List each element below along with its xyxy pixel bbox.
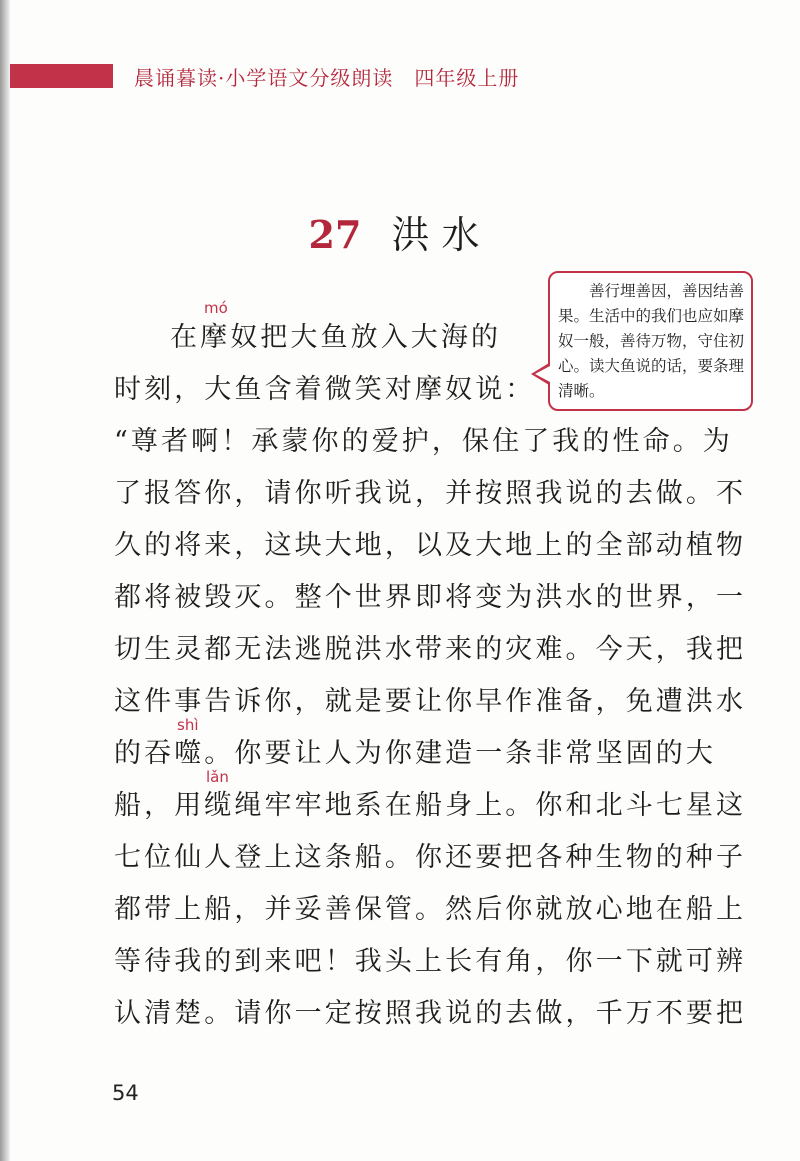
running-header: 晨诵暮读·小学语文分级朗读 四年级上册 (134, 66, 520, 90)
page-number: 54 (112, 1081, 139, 1105)
lesson-number: 27 (308, 212, 362, 257)
lesson-title (0, 204, 800, 259)
body-line: 时刻，大鱼含着微笑对摩奴说： (114, 374, 536, 405)
body-line: 都带上船，并妥善保管。然后你就放心地在船上 (114, 894, 747, 925)
body-line: 都将被毁灭。整个世界即将变为洪水的世界，一 (114, 582, 747, 613)
reading-tip-text: 善行埋善因，善因结善果。生活中的我们也应如摩奴一般，善待万物，守住初心。读大鱼说的话，要条理清晰。 (558, 282, 745, 400)
body-line: 七位仙人登上这条船。你还要把各种生物的种子 (114, 842, 747, 873)
body-line: 切生灵都无法逃脱洪水带来的灾难。今天，我把 (114, 634, 747, 665)
body-line: 等待我的到来吧！我头上长有角，你一下就可辨 (114, 946, 747, 977)
pinyin-annotation: shì (177, 716, 199, 734)
body-line: 船，用缆绳牢牢地系在船身上。你和北斗七星这 (114, 790, 747, 821)
body-line: 认清楚。请你一定按照我说的去做，千万不要把 (114, 998, 747, 1029)
body-line: 久的将来，这块大地，以及大地上的全部动植物 (114, 530, 747, 561)
body-line: 了报答你，请你听我说，并按照我说的去做。不 (114, 478, 747, 509)
book-spine-shadow (0, 0, 10, 1161)
body-line: 的吞噬。你要让人为你建造一条非常坚固的大 (114, 738, 716, 769)
body-line: 这件事告诉你，就是要让你早作准备，免遭洪水 (114, 686, 747, 717)
lesson-name: 洪水 (391, 213, 492, 257)
pinyin-annotation: mó (204, 299, 228, 317)
header-color-bar (10, 64, 113, 88)
note-callout-tail-fill (535, 366, 550, 382)
reading-tip-note (548, 271, 753, 411)
body-line: 在摩奴把大鱼放入大海的 (170, 322, 502, 353)
body-line: “尊者啊！承蒙你的爱护，保住了我的性命。为 (114, 426, 733, 457)
pinyin-annotation: lǎn (206, 768, 229, 786)
